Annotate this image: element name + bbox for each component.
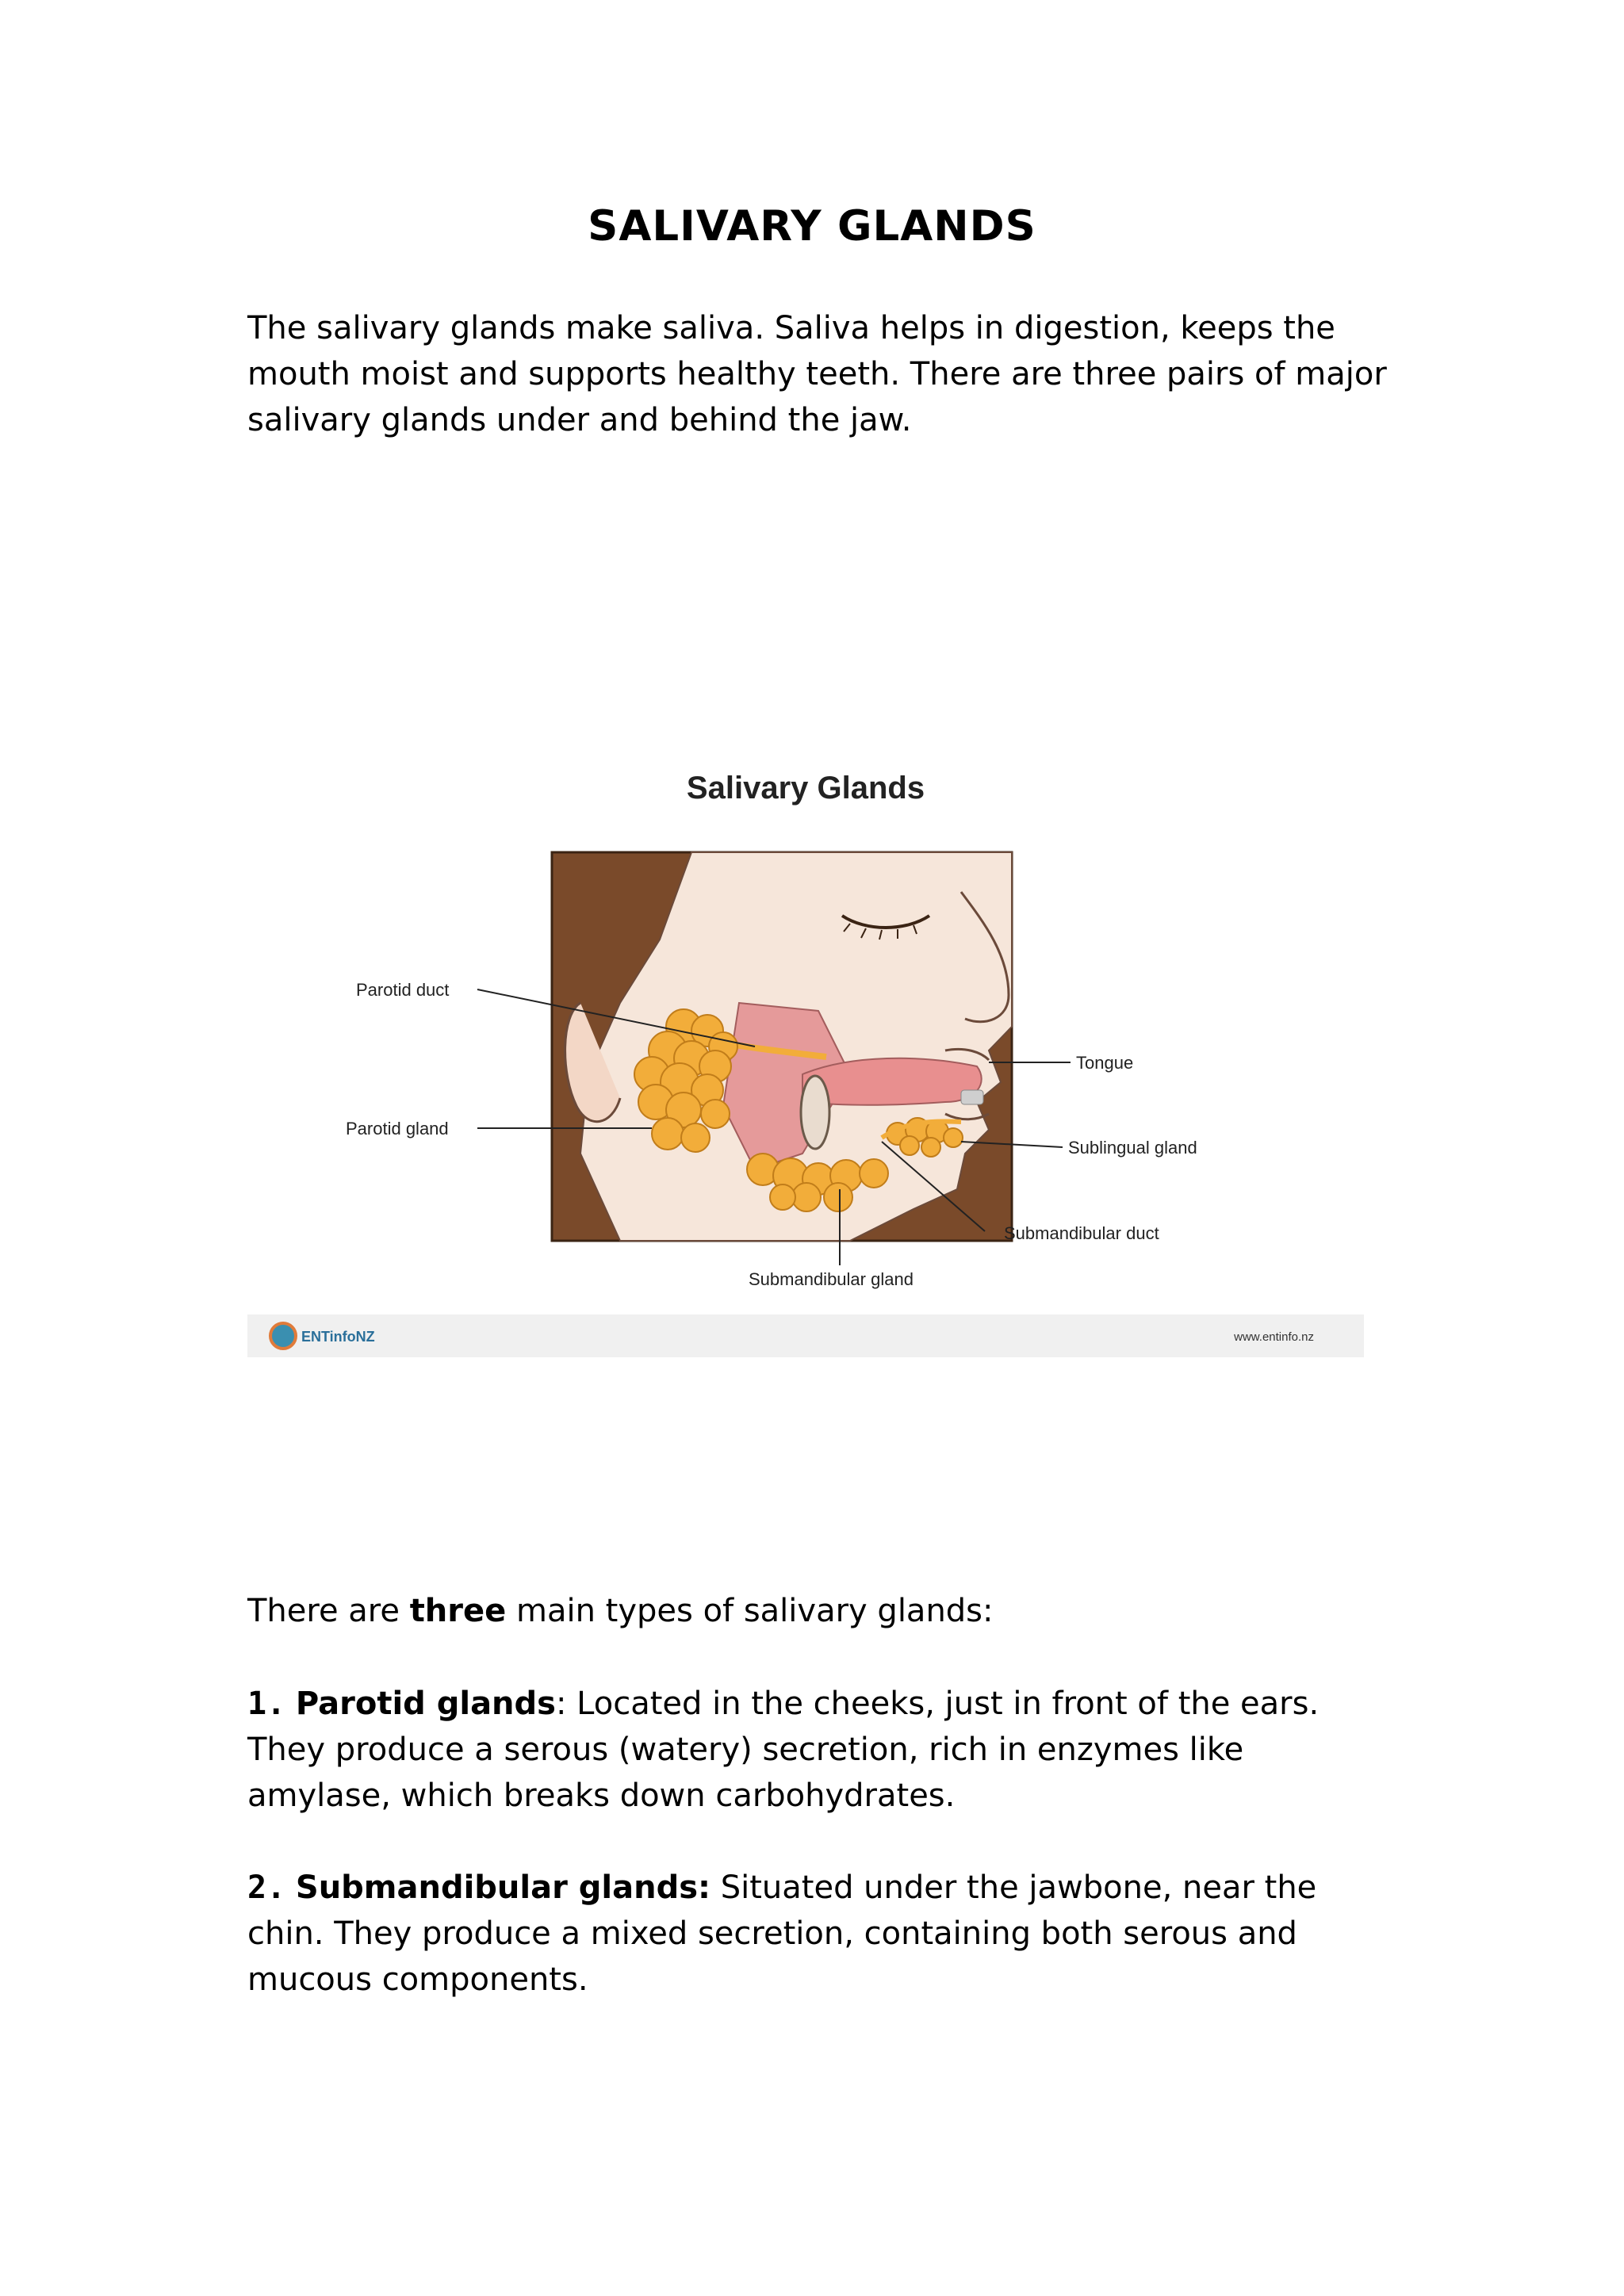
types-intro: There are three main types of salivary glands: — [247, 1593, 994, 1629]
item-name: Submandibular glands: — [295, 1869, 711, 1906]
item-name: Parotid glands — [295, 1686, 556, 1722]
salivary-glands-figure — [247, 741, 1364, 1360]
label-submandibular-gland: Submandibular gland — [749, 1269, 914, 1289]
head-illustration — [552, 852, 1012, 1241]
page-title: SALIVARY GLANDS — [588, 202, 1036, 251]
figure-title: Salivary Glands — [686, 771, 925, 806]
figure-footer — [247, 1314, 1364, 1357]
item-number: 2. — [247, 1869, 286, 1906]
label-parotid-duct: Parotid duct — [356, 980, 450, 1000]
item-text: Situated under the jawbone, near the chin. They produce a mixed secretion, containing both serous and mucous components. — [247, 1869, 1317, 1998]
label-parotid-gland: Parotid gland — [346, 1119, 449, 1138]
gland-item-parotid: 1. Parotid glands: Located in the cheeks, just in front of the ears. They produce a serous (watery) secretion, rich in enzymes like amylase, which breaks down carbohydrates. — [247, 1686, 1320, 1814]
figure-source-url: www.entinfo.nz — [1234, 1330, 1314, 1344]
gland-item-submandibular — [247, 1865, 1389, 2003]
item-number: 1. — [247, 1686, 286, 1722]
figure-logo-text: ENTinfoNZ — [301, 1329, 375, 1345]
label-sublingual-gland: Sublingual gland — [1068, 1138, 1197, 1158]
intro-paragraph: The salivary glands make saliva. Saliva helps in digestion, keeps the mouth moist and supports healthy teeth. There are three pairs of major salivary glands under and behind the jaw. — [247, 310, 1387, 438]
entinfonz-logo-icon — [270, 1323, 296, 1349]
item-text: Located in the cheeks, just in front of the ears. They produce a serous (watery) secretion, rich in enzymes like amylase, which breaks down carbohydrates. — [247, 1686, 1320, 1814]
label-submandibular-duct: Submandibular duct — [1004, 1223, 1159, 1243]
label-tongue: Tongue — [1076, 1053, 1134, 1073]
